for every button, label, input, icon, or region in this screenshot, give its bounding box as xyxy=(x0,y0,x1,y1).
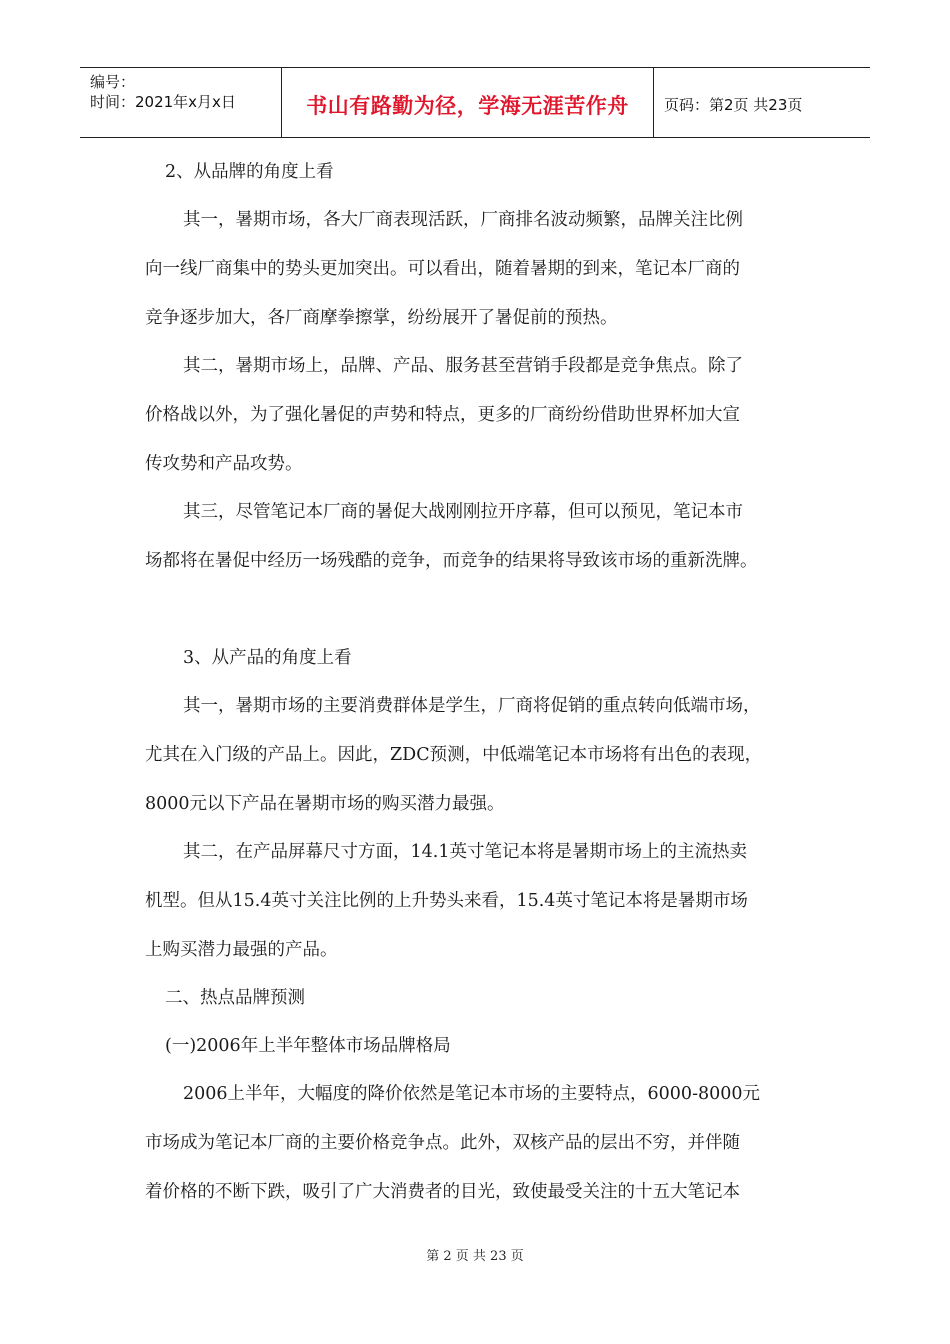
paragraph-line: 其二，在产品屏幕尺寸方面，14.1英寸笔记本将是暑期市场上的主流热卖 xyxy=(183,842,747,862)
paragraph-line: 着价格的不断下跌，吸引了广大消费者的目光，致使最受关注的十五大笔记本 xyxy=(145,1182,740,1202)
paragraph-line: 其一，暑期市场，各大厂商表现活跃，厂商排名波动频繁，品牌关注比例 xyxy=(183,210,743,230)
section-heading-brand: 2、从品牌的角度上看 xyxy=(165,162,334,182)
subsection-heading: (一)2006年上半年整体市场品牌格局 xyxy=(165,1036,451,1056)
page-footer xyxy=(0,1245,950,1264)
paragraph-line: 机型。但从15.4英寸关注比例的上升势头来看，15.4英寸笔记本将是暑期市场 xyxy=(145,891,748,911)
paragraph-line: 其二，暑期市场上，品牌、产品、服务甚至营销手段都是竞争焦点。除了 xyxy=(183,356,743,376)
paragraph-line: 市场成为笔记本厂商的主要价格竞争点。此外，双核产品的层出不穷，并伴随 xyxy=(145,1133,740,1153)
paragraph-line: 向一线厂商集中的势头更加突出。可以看出，随着暑期的到来，笔记本厂商的 xyxy=(145,259,740,279)
paragraph-line: 场都将在暑促中经历一场残酷的竞争，而竞争的结果将导致该市场的重新洗牌。 xyxy=(145,551,758,571)
time-label: 时间：2021年x月x日 xyxy=(90,93,236,111)
paragraph-line: 2006上半年，大幅度的降价依然是笔记本市场的主要特点，6000-8000元 xyxy=(183,1084,761,1104)
paragraph-line: 其三，尽管笔记本厂商的暑促大战刚刚拉开序幕，但可以预见，笔记本市 xyxy=(183,502,743,522)
paragraph-line: 传攻势和产品攻势。 xyxy=(145,454,303,474)
footer-page-number: 第 2 页 共 23 页 xyxy=(426,1249,524,1264)
header-page-info xyxy=(654,68,870,137)
paragraph-line: 上购买潜力最强的产品。 xyxy=(145,940,338,960)
page-header xyxy=(80,67,870,138)
motto-text: 书山有路勤为径，学海无涯苦作舟 xyxy=(306,93,629,118)
paragraph-line: 竞争逐步加大，各厂商摩拳擦掌，纷纷展开了暑促前的预热。 xyxy=(145,308,618,328)
paragraph-line: 价格战以外，为了强化暑促的声势和特点，更多的厂商纷纷借助世界杯加大宣 xyxy=(145,405,740,425)
header-motto-cell xyxy=(282,68,654,137)
number-label: 编号： xyxy=(90,73,136,91)
page-info-text: 页码：第2页 共23页 xyxy=(664,96,803,114)
section-heading-hot-brands: 二、热点品牌预测 xyxy=(165,988,305,1008)
section-heading-product: 3、从产品的角度上看 xyxy=(183,648,352,668)
paragraph-line: 8000元以下产品在暑期市场的购买潜力最强。 xyxy=(145,794,505,814)
paragraph-line: 尤其在入门级的产品上。因此，ZDC预测，中低端笔记本市场将有出色的表现， xyxy=(145,745,763,765)
paragraph-line: 其一，暑期市场的主要消费群体是学生，厂商将促销的重点转向低端市场， xyxy=(183,696,761,716)
header-meta xyxy=(80,68,282,137)
